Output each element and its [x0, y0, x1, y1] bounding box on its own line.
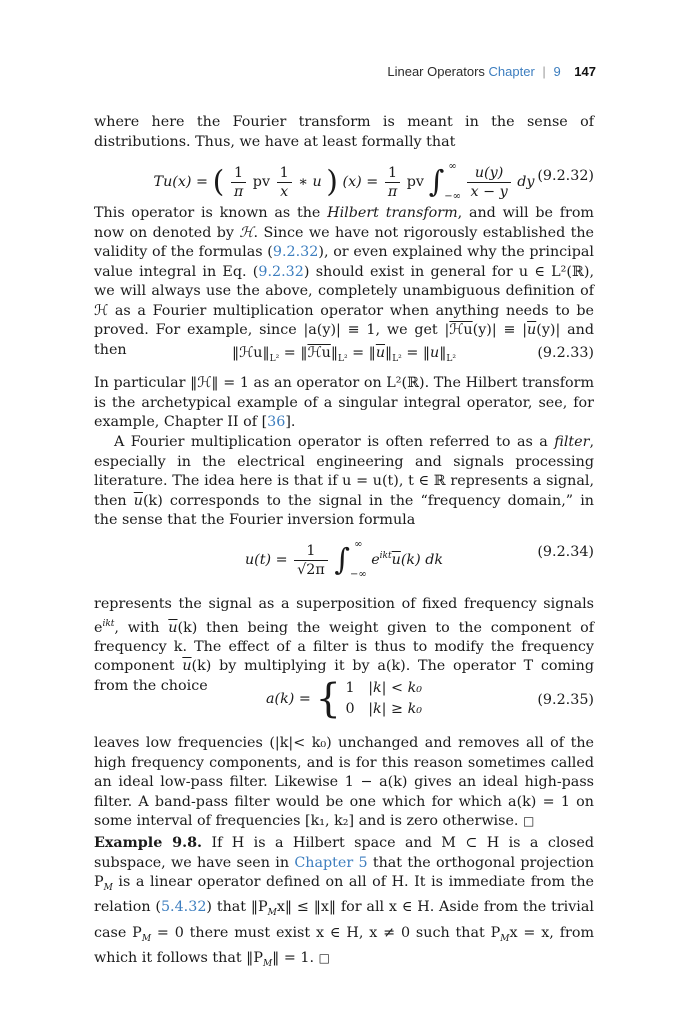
eq32-pv-a: pv: [252, 174, 271, 190]
p3-text-2: ].: [285, 414, 296, 430]
p4-filter-term: filter: [554, 434, 590, 450]
eq33-number: (9.2.33): [537, 345, 594, 361]
eq33-hu-hat: ℋu: [307, 345, 331, 361]
eq32-x: x: [280, 183, 289, 200]
eq34-one: 1: [294, 542, 328, 561]
example-label: Example 9.8.: [94, 835, 203, 851]
paragraph-particular: [94, 374, 594, 433]
eq32-pv-b: pv: [406, 174, 425, 190]
ex-text-6: = 0 there must exist x ∈ H, x ≠ 0 such that P: [151, 924, 501, 941]
p5-ikt: ikt: [102, 618, 115, 629]
ex-sub-m-2: M: [267, 908, 277, 919]
equation-9-2-34: u(t) = $\frac{1}{√2\pi}$ ∫ ∞ −∞ $e^{ikt}\overline{u}(k)$ dk (9.2.34): [94, 530, 594, 580]
p2-eq-ref-1[interactable]: 9.2.32: [272, 244, 319, 260]
eq35-case2-val: 0: [345, 701, 355, 717]
equation-9-2-33: $‖ℋu‖_{L^2}$ = $‖ℋu‖_{L^2}$ = $‖\overline{u}‖_{L^2}$ = $‖u‖_{L^2}$ (9.2.33): [232, 345, 594, 364]
ex-text-4: ) that ‖P: [206, 899, 268, 916]
p5-text-4: (k) by multiplying it by a(k). The operator T coming from the choice: [94, 658, 594, 694]
running-header: [387, 64, 596, 79]
p2-text-2: , and will be from now on denoted by: [94, 205, 594, 241]
p5-u-hat: $\overline{u}$: [168, 619, 178, 636]
ex-eq-link[interactable]: 5.4.32: [160, 899, 207, 916]
chapter-label: Chapter: [488, 64, 535, 79]
eq32-star-u: ∗ u: [298, 174, 322, 190]
p5-text-3: (k) then being the weight given to the component of frequency k. The effect of a filter is thus to modify the frequency component: [94, 619, 594, 675]
intro-line-2: we have at least formally that: [239, 133, 456, 150]
p2-h-symbol: ℋ: [239, 224, 254, 241]
eq32-integrand-num: u(y): [467, 164, 510, 183]
eq33-u: u: [430, 345, 440, 361]
eq34-lhs: u(t) =: [244, 552, 288, 568]
running-title: Linear Operators: [387, 64, 485, 79]
eq35-lhs: a(k) =: [266, 691, 311, 707]
p2-u-hat: $\overline{u}$: [527, 322, 537, 338]
eq35-number: (9.2.35): [537, 692, 594, 708]
equation-9-2-35: a(k) = { 1 |k| < k₀ 0 |k| ≥ k₀ (9.2.35): [266, 676, 594, 722]
eq35-case1-val: 1: [345, 680, 355, 696]
p2-text-5: ) should exist in general for u ∈ L²(ℝ), we will always use the above, completely unambiguous definition of ℋ as a Fourier multiplication operator when anything needs to be proved. For example, since |a(y)| ≡ 1, we get |: [94, 263, 594, 338]
eq34-rest: (k) dk: [400, 552, 444, 568]
ex-text-3: is a linear operator defined on all of H. It is immediate from the relation (: [94, 874, 594, 916]
eq32-lhs: Tu(x) =: [153, 174, 209, 190]
ex-sub-m-4: M: [500, 933, 510, 944]
p2-hilbert-term: Hilbert transform: [327, 205, 458, 221]
eq34-upper: ∞: [354, 539, 363, 550]
ex-text-1: If H is a Hilbert space and M ⊂ H is a closed subspace, we have seen in: [94, 835, 594, 871]
equation-9-2-32: Tu(x) = ( $\frac{1}{\pi}$ pv $\frac{1}{x}$ ∗ u ) (x) = $\frac{1}{\pi}$ pv ∫ ∞ −∞ $\frac{u(y)}{x - y}$ dy (9.2.32): [94, 152, 594, 200]
eq33-u-hat: $\overline{u}$: [375, 345, 386, 361]
intro-line-1: where here the Fourier transform is meant in the sense of distributions. Thus,: [94, 114, 594, 150]
eq34-lower: −∞: [349, 569, 367, 580]
eq33-norm-hu: ‖ℋu‖: [232, 345, 270, 361]
p2-eq-ref-2[interactable]: 9.2.32: [258, 263, 304, 280]
ex-sub-m-1: M: [103, 882, 113, 893]
p3-text-1: In particular ‖ℋ‖ = 1 as an operator on L²(ℝ). The Hilbert transform is the archetypical example of a singular integral operator, see, for example, Chapter II of [: [94, 375, 594, 430]
eq33-l2-c: L²: [392, 353, 402, 364]
eq33-eq-c: =: [401, 345, 423, 361]
example-9-8: [94, 834, 594, 974]
ex-text-5: x‖ ≤ ‖x‖ for all x ∈ H. Aside from the trivial case P: [94, 899, 594, 941]
paragraph-filter: [94, 433, 594, 531]
paragraph-hilbert: [94, 204, 594, 360]
eq32-paren-x: (x) =: [342, 174, 379, 190]
eq32-one-c: 1: [385, 164, 400, 183]
p2-hu-hat: ℋu: [449, 322, 473, 338]
eq34-u-hat: $\overline{u}$: [391, 552, 401, 568]
eq32-upper: ∞: [448, 161, 457, 172]
chapter-number: 9: [553, 64, 561, 79]
eq32-lower: −∞: [444, 191, 461, 202]
p4-text-3: (k) corresponds to the signal in the “frequency domain,” in the sense that the Fourier inversion formula: [94, 492, 594, 528]
p4-u-hat: $\overline{u}$: [133, 492, 143, 509]
eq32-integrand-den: x − y: [470, 183, 508, 200]
paragraph-intro: [94, 113, 594, 152]
eq33-l2-a: L²: [269, 353, 280, 364]
eq33-eq-a: =: [279, 345, 301, 361]
eq34-ikt: ikt: [379, 551, 392, 562]
p6-qed-symbol: □: [523, 814, 535, 828]
header-separator: |: [542, 64, 546, 79]
eq32-dy: dy: [517, 174, 535, 190]
eq32-one-b: 1: [277, 164, 292, 183]
eq35-case2-cond: |k| ≥ k₀: [368, 701, 422, 717]
ex-text-2: that the orthogonal projection P: [94, 854, 594, 890]
eq32-one-a: 1: [231, 164, 246, 183]
ex-sub-m-3: M: [141, 933, 152, 944]
eq32-pi-b: π: [387, 183, 398, 200]
p5-u-hat-2: $\overline{u}$: [182, 658, 192, 675]
p3-citation[interactable]: 36: [267, 414, 286, 430]
p4-text-1: A Fourier multiplication operator is often referred to as a: [114, 434, 555, 450]
eq34-den: √2π: [297, 561, 325, 578]
eq33-l2-d: L²: [446, 353, 456, 364]
p4-text-2: , especially in the electrical engineering and signals processing literature. The idea here is that if u = u(t), t ∈ ℝ represents a signal, then: [94, 434, 594, 509]
p2-text-7: (y)| and then: [94, 322, 594, 358]
p2-text-4: ), or even explained why the principal value integral in Eq. (: [94, 244, 594, 280]
eq32-pi-a: π: [233, 183, 244, 200]
example-qed-symbol: □: [318, 951, 330, 966]
ex-chapter-link[interactable]: Chapter 5: [294, 854, 368, 871]
eq34-e: e: [371, 552, 380, 568]
eq33-l2-b: L²: [337, 353, 348, 364]
ex-sub-m-5: M: [262, 958, 273, 969]
p2-text-6: (y)| ≡ |: [472, 322, 528, 338]
eq35-case1-cond: |k| < k₀: [368, 680, 422, 696]
p5-text-1: represents the signal as a superposition of fixed frequency signals e: [94, 596, 594, 636]
p5-text-2: , with: [114, 619, 169, 636]
ex-text-7: x = x, from which it follows that ‖P: [94, 924, 594, 967]
eq33-eq-b: =: [347, 345, 369, 361]
paragraph-lowpass: [94, 734, 594, 832]
eq32-number: (9.2.32): [537, 168, 594, 184]
page-number: 147: [574, 64, 596, 79]
p2-text-1: This operator is known as the: [94, 205, 328, 221]
p6-text: leaves low frequencies (|k|< k₀) unchanged and removes all of the high frequency components, and is for this reason sometimes called an ideal low-pass filter. Likewise 1 − a(k) gives an ideal high-pass filter. A band-pass filter would be one which for which a(k) = 1 on some interval of frequencies [k₁, k₂] and is zero otherwise.: [94, 735, 594, 829]
eq34-number: (9.2.34): [537, 544, 594, 560]
p2-text-3: . Since we have not rigorously established the validity of the formulas (: [94, 224, 595, 260]
ex-text-8: ‖ = 1.: [272, 950, 315, 967]
